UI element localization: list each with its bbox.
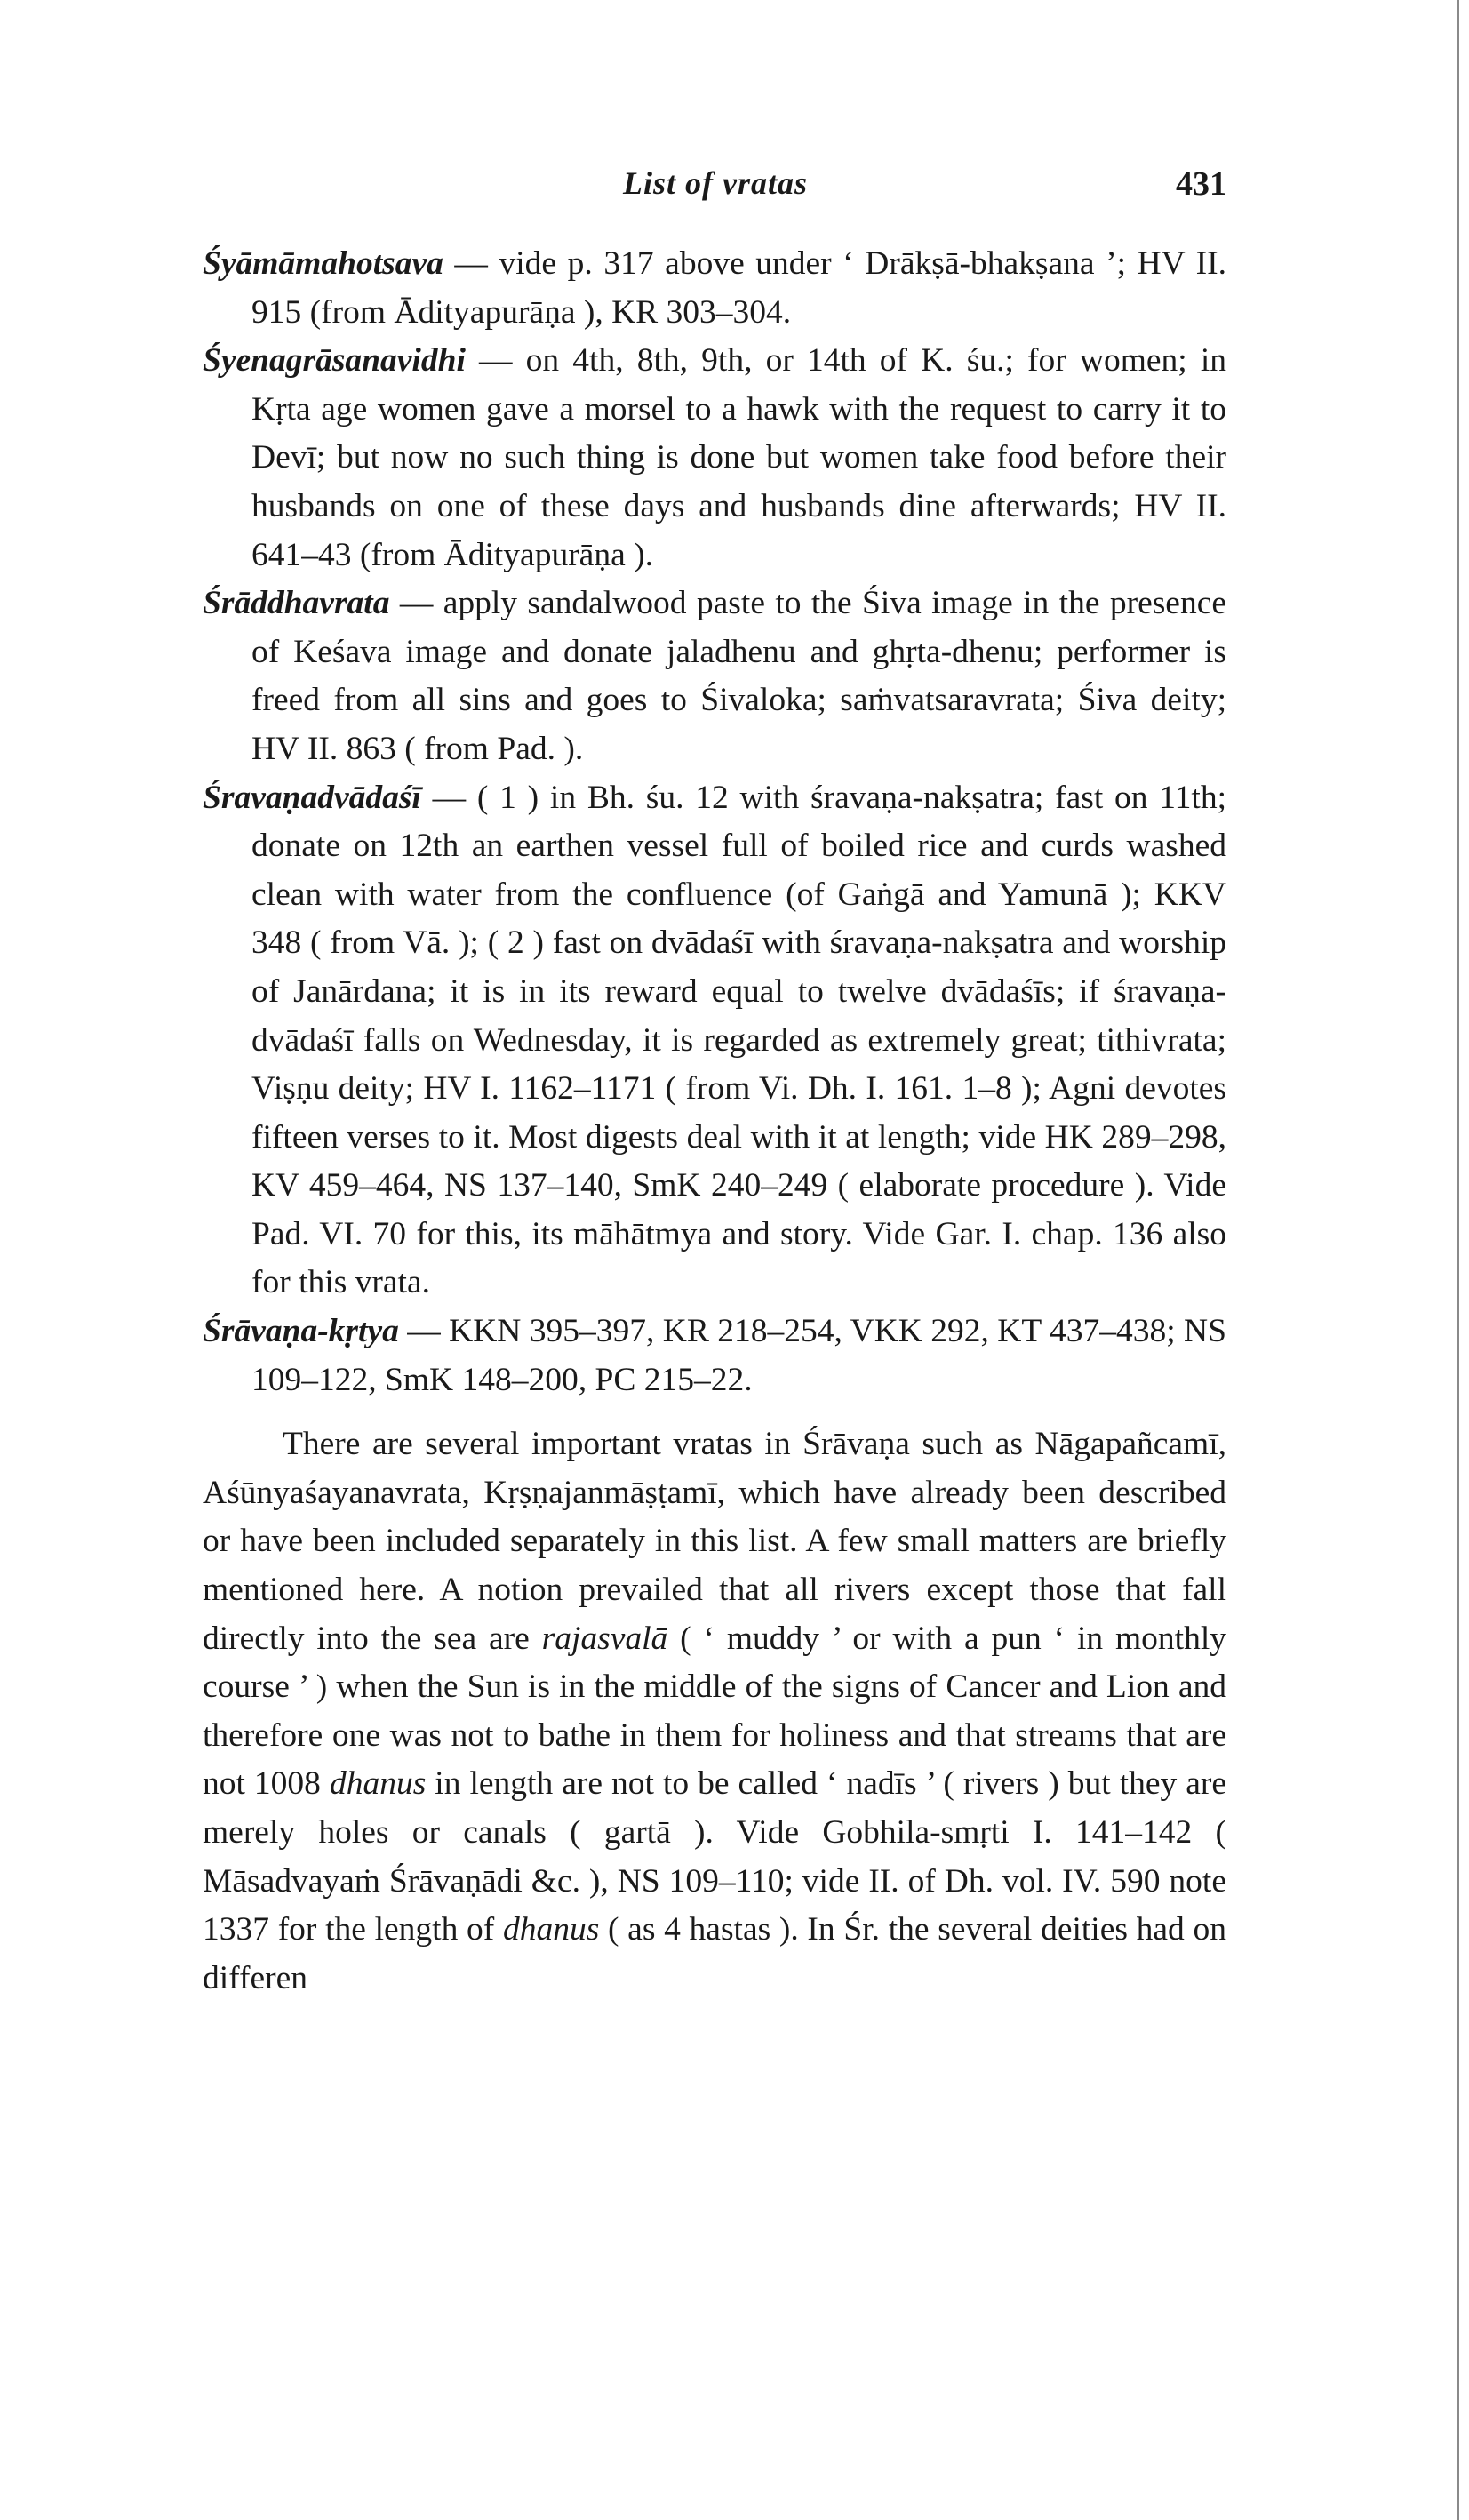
entry-sraddhavrata: [203, 580, 1226, 773]
page-body: [203, 240, 1226, 2003]
entry-headword: Śyāmāmahotsava: [203, 245, 443, 282]
running-title: List of vratas: [623, 165, 808, 201]
entry-sravana-krtya: [203, 1308, 1226, 1404]
entry-syamamahotsava: [203, 240, 1226, 337]
entry-headword: Śrāddhavrata: [203, 585, 390, 622]
entry-syenagrasanavidhi: [203, 337, 1226, 580]
entry-headword: Śyenagrāsanavidhi: [203, 342, 466, 380]
entry-sravanadvadasi: [203, 774, 1226, 1308]
paragraph-text: ( ‘ muddy ’ or with a pun ‘ in monthly course ’ ) when the Sun is in the middle of the signs of Cancer and Lion and therefore one was not to bathe in them for holiness and that streams that are not 1008: [203, 1620, 1227, 1803]
paragraph-text: There are several important vratas in Śrāvaṇa such as Nāgapañcamī, Aśūnyaśayanavrata, Kṛṣṇajanmāṣṭamī, which have already been described or have been included separately in this list. A few small matters are briefly mentioned here. A notion prevailed that all rivers except those that fall directly into the sea are: [203, 1426, 1226, 1657]
entry-text: — on 4th, 8th, 9th, or 14th of K. śu.; for women; in Kṛta age women gave a morsel to a hawk with the request to carry it to Devī; but now no such thing is done but women take food before their husbands on one of these days and husbands dine afterwards; HV II. 641–43 (from Ādityapurāṇa ).: [251, 342, 1226, 573]
page-edge-line: [1457, 0, 1459, 2520]
paragraph-term: rajasvalā: [541, 1620, 668, 1657]
entry-text: — ( 1 ) in Bh. śu. 12 with śravaṇa-nakṣatra; fast on 11th; donate on 12th an earthen vessel full of boiled rice and curds washed clean with water from the confluence (of Gaṅgā and Yamunā ); KKV 348 ( from Vā. ); ( 2 ) fast on dvādaśī with śravaṇa-nakṣatra and worship of Janārdana; it is in its reward equal to twelve dvādaśīs; if śravaṇa-dvādaśī falls on Wednesday, it is regarded as extremely great; tithivrata; Viṣṇu deity; HV I. 1162–1171 ( from Vi. Dh. I. 161. 1–8 ); Agni devotes fifteen verses to it. Most digests deal with it at length; vide HK 289–298, KV 459–464, NS 137–140, SmK 240–249 ( elaborate procedure ). Vide Pad. VI. 70 for this, its māhātmya and story. Vide Gar. I. chap. 136 also for this vrata.: [251, 779, 1226, 1301]
page-number: 431: [1176, 165, 1226, 203]
entry-headword: Śrāvaṇa-kṛtya: [203, 1313, 399, 1350]
entry-text: — KKN 395–397, KR 218–254, VKK 292, KT 437–438; NS 109–122, SmK 148–200, PC 215–22.: [251, 1313, 1226, 1398]
paragraph-term: dhanus: [502, 1911, 600, 1948]
paragraph-text: ( as 4 hastas ). In Śr. the several deities had on differen: [203, 1911, 1226, 1996]
entry-text: — apply sandalwood paste to the Śiva image in the presence of Keśava image and donate jaladhenu and ghṛta-dhenu; performer is freed from all sins and goes to Śivaloka; saṁvatsaravrata; Śiva deity; HV II. 863 ( from Pad. ).: [251, 585, 1226, 767]
entry-text: — vide p. 317 above under ‘ Drākṣā-bhakṣana ’; HV II. 915 (from Ādityapurāṇa ), KR 303–304.: [251, 245, 1226, 331]
entry-headword: Śravaṇadvādaśī: [203, 779, 421, 816]
paragraph-text: in length are not to be called ‘ nadīs ’ ( rivers ) but they are merely holes or canals ( gartā ). Vide Gobhila-smṛti I. 141–142 ( Māsadvayaṁ Śrāvaṇādi &c. ), NS 109–110; vide II. of Dh. vol. IV. 590 note 1337 for the length of: [203, 1765, 1226, 1948]
body-paragraph: [203, 1420, 1226, 2003]
running-header: [204, 164, 1226, 218]
paragraph-term: dhanus: [329, 1765, 427, 1803]
